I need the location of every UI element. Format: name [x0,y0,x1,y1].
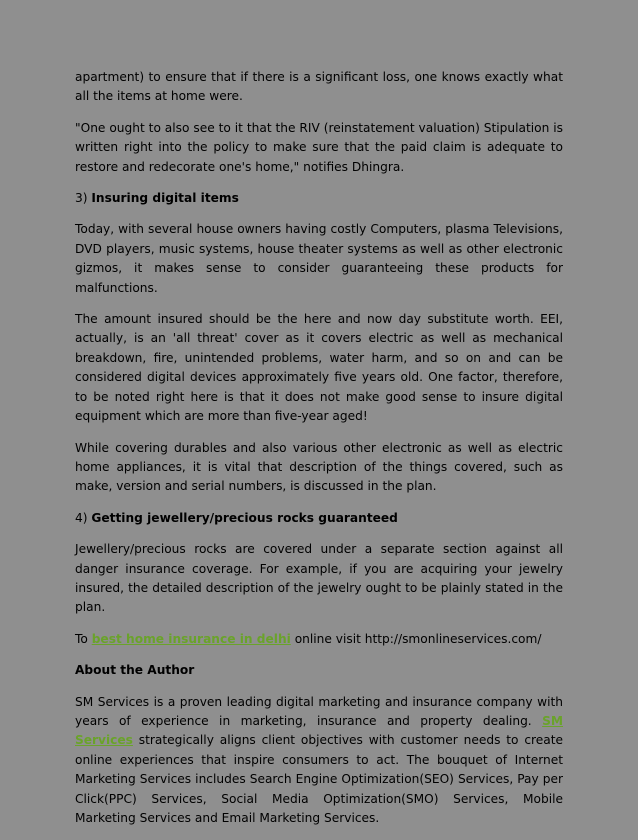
section-title: Getting jewellery/precious rocks guaranteed [91,510,398,525]
visit-suffix: online visit http://smonlineservices.com/ [294,631,542,646]
paragraph-riv-quote: "One ought to also see to it that the RIV (reinstatement valuation) Stipulation is written right into the policy to make sure that the paid claim is adequate to restore and redecorate one's home," notifies Dhingra. [75,120,563,174]
paragraph-jewellery: Jewellery/precious rocks are covered under a separate section against all danger insurance coverage. For example, if you are acquiring your jewelry insured, the detailed description of the jewelry ought to be plainly stated in the plan. [75,542,563,615]
paragraph-continuation: apartment) to ensure that if there is a significant loss, one knows exactly what all the items at home were. [75,70,563,104]
about-part2: strategically aligns client objectives with customer needs to create online experiences that inspire consumers to act. The bouquet of Internet Marketing Services includes Search Engine Optimization(SEO) Services, Pay per Click(PPC) Services, Social Media Optimization(SMO) Services, Mobile Marketing Services and Email Marketing Services. [75,733,564,825]
section-number: 4) [75,510,88,525]
visit-prefix: To [75,631,88,646]
section-heading-jewellery [75,509,563,528]
sm-services-link[interactable]: SM Services [75,713,564,748]
paragraph-amount-insured: The amount insured should be the here and now day substitute worth. EEI, actually, is an 'all threat' cover as it covers electric as well as mechanical breakdown, fire, unintended problems, water harm, and so on and can be considered digital devices approximately five years old. One factor, therefore, to be noted right here is that it does not make good sense to insure digital equipment which are more than five-year aged! [75,312,563,424]
section-heading-digital-items [75,189,563,208]
about-author-heading: About the Author [75,663,195,678]
paragraph-covering-durables: While covering durables and also various other electronic as well as electric home appliances, it is vital that description of the things covered, such as make, version and serial numbers, is discussed in the plan. [75,440,563,494]
document-page [75,68,563,840]
section-title: Insuring digital items [91,191,239,206]
best-home-insurance-link[interactable]: best home insurance in delhi [91,631,291,646]
paragraph-about-author [75,693,563,829]
paragraph-visit-link [75,630,563,649]
section-number: 3) [75,191,88,206]
paragraph-digital-items: Today, with several house owners having costly Computers, plasma Televisions, DVD players, music systems, house theater systems as well as other electronic gizmos, it makes sense to consider guaranteeing these products for malfunctions. [75,222,563,295]
about-part1: SM Services is a proven leading digital marketing and insurance company with years of experience in marketing, insurance and property dealing. [75,694,563,728]
